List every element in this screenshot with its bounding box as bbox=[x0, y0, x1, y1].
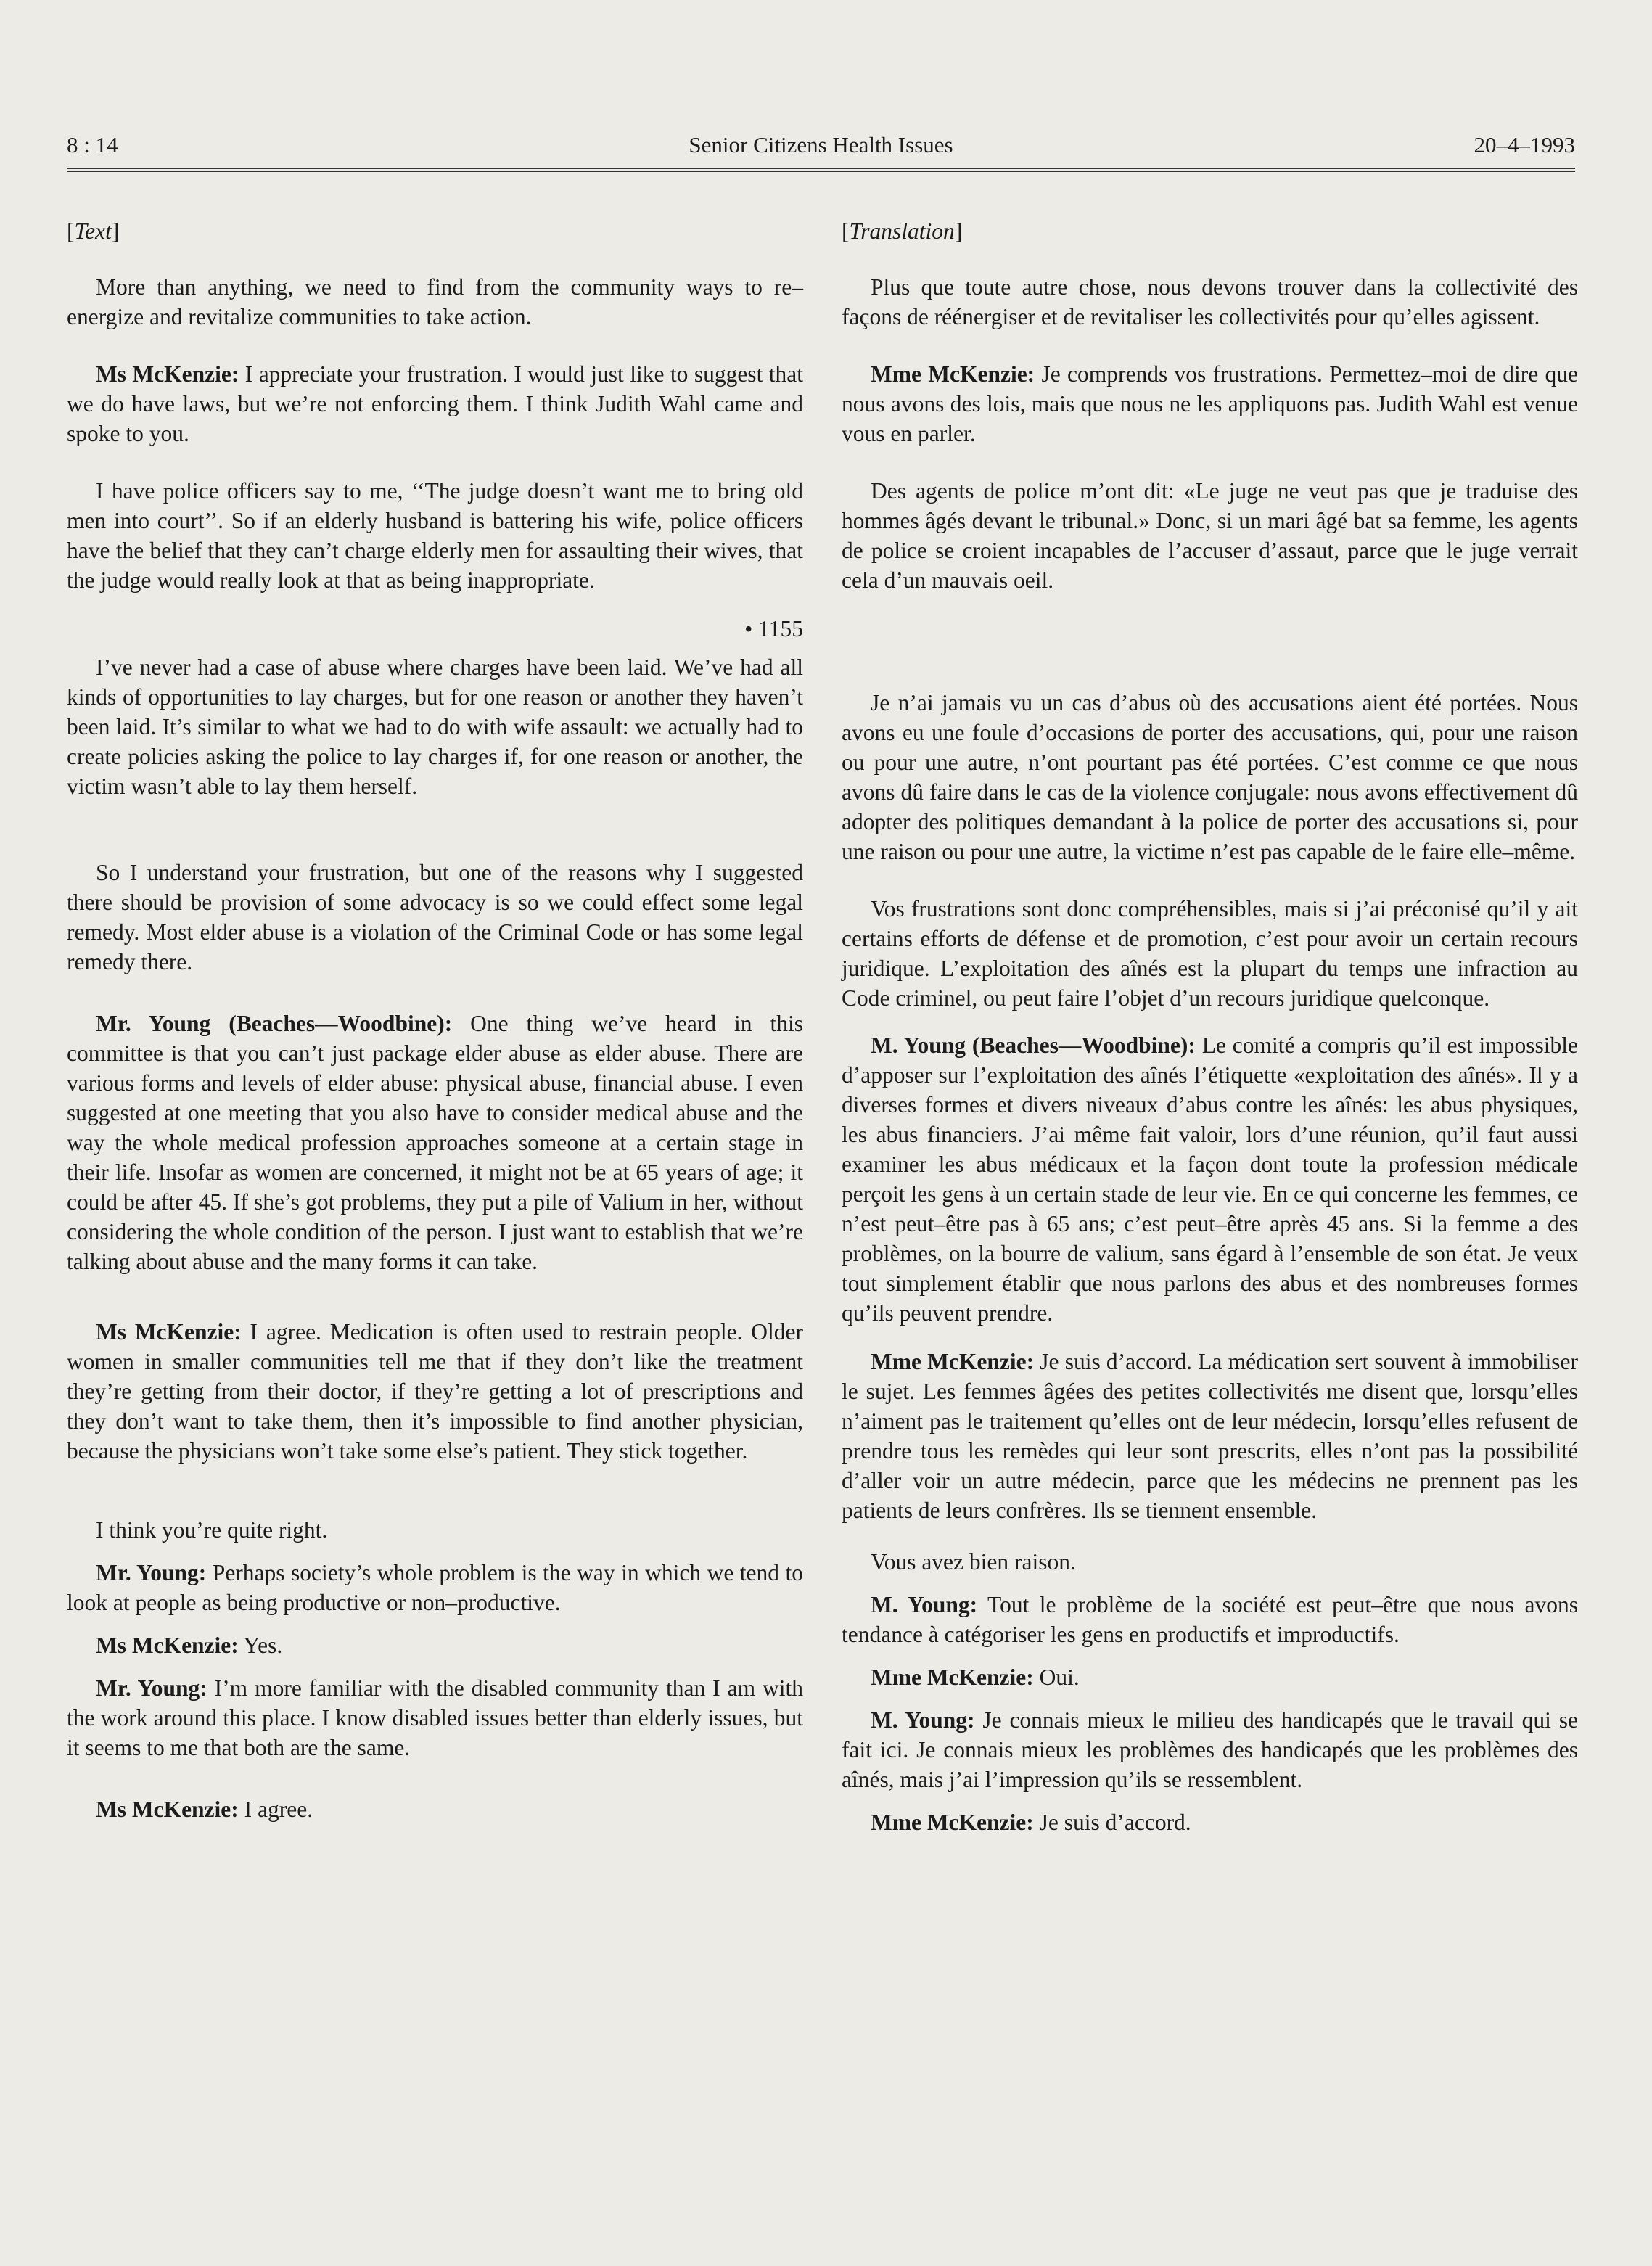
section-label: [Translation] bbox=[842, 218, 963, 244]
paragraph: I think you’re quite right. bbox=[96, 1517, 328, 1543]
paragraph: Ms McKenzie: I appreciate your frustration. I would just like to suggest that we do have laws, but we’re not enforcing them. I think Judith Wahl came and spoke to you. bbox=[67, 361, 803, 446]
paragraph: Vos frustrations sont donc compréhensibles, mais si j’ai préconisé qu’il y ait certains efforts de défense et de promotion, c’est pour avoir un certain recours juridique. L’exploitation des aînés est la plupart du temps une infraction au Code criminel, ou peut faire l’objet d’un recours juridique quelconque. bbox=[842, 896, 1578, 1011]
paragraph: Mr. Young (Beaches—Woodbine): One thing we’ve heard in this committee is that you can’t just package elder abuse as elder abuse. There are various forms and levels of elder abuse: physical abuse, financial abuse. I even suggested at one meeting that you also have to consider medical abuse and the way the whole medical profession approaches someone at a certain stage in their life. Insofar as women are concerned, it might not be at 65 years of age; it could be after 45. If she’s got problems, they put a pile of Valium in her, without considering the whole condition of the person. I just want to establish that we’re talking about abuse and the many forms it can take. bbox=[67, 1011, 803, 1274]
paragraph: Mr. Young: I’m more familiar with the disabled community than I am with the work around this place. I know disabled issues better than elderly issues, but it seems to me that both are the same. bbox=[67, 1675, 804, 1760]
paragraph: Ms McKenzie: Yes. bbox=[96, 1633, 283, 1658]
paragraph: Mme McKenzie: Je suis d’accord. La médication sert souvent à immobiliser le sujet. Les femmes âgées des petites collectivités me disent que, lorsqu’elles n’aiment pas le traitement qu’elles ont de leur médecin, lorsqu’elles refusent de prendre tous les remèdes qui leur sont prescrits, elles n’ont pas la possibilité d’aller voir un autre médecin, parce que les médecins ne prennent pas les patients de leurs confrères. Ils se tiennent ensemble. bbox=[842, 1349, 1578, 1523]
header-rule-bottom bbox=[67, 171, 1575, 172]
page-title: Senior Citizens Health Issues bbox=[689, 132, 953, 157]
paragraph: Ms McKenzie: I agree. bbox=[96, 1797, 313, 1822]
paragraph: Mme McKenzie: Oui. bbox=[871, 1664, 1080, 1690]
speaker-name: Mme McKenzie: bbox=[871, 1664, 1034, 1690]
paragraph: M. Young: Je connais mieux le milieu des handicapés que le travail qui se fait ici. Je connais mieux les problèmes des handicapés que les problèmes des aînés, mais j’ai l’impression qu’ils se ressemblent. bbox=[842, 1707, 1578, 1792]
paragraph: M. Young: Tout le problème de la société est peut–être que nous avons tendance à catégoriser les gens en productifs et improductifs. bbox=[842, 1592, 1578, 1647]
time-marker: • 1155 bbox=[744, 616, 803, 641]
speaker-name: Mme McKenzie: bbox=[871, 1810, 1034, 1835]
paragraph: Mr. Young: Perhaps society’s whole problem is the way in which we tend to look at people as being productive or non–productive. bbox=[67, 1560, 804, 1615]
header-rule-top bbox=[67, 168, 1575, 169]
text-column-french bbox=[842, 216, 1578, 1865]
speaker-name: Ms McKenzie: bbox=[96, 1797, 239, 1822]
paragraph: Mme McKenzie: Je comprends vos frustrations. Permettez–moi de dire que nous avons des lois, mais que nous ne les appliquons pas. Judith Wahl est venue vous en parler. bbox=[842, 361, 1578, 446]
speaker-name: Mr. Young: bbox=[96, 1560, 207, 1585]
paragraph: Ms McKenzie: I agree. Medication is often used to restrain people. Older women in smaller communities tell me that if they don’t like the treatment they’re getting from their doctor, if they’re getting a lot of prescriptions and they don’t want to take them, then it’s impossible to find another physician, because the physicians won’t take some else’s patient. They stick together. bbox=[67, 1319, 803, 1464]
speaker-name: Mme McKenzie: bbox=[871, 1349, 1035, 1374]
speaker-name: M. Young: bbox=[871, 1592, 978, 1617]
paragraph: Mme McKenzie: Je suis d’accord. bbox=[871, 1810, 1191, 1835]
speaker-name: Mr. Young: bbox=[96, 1675, 207, 1701]
paragraph: M. Young (Beaches—Woodbine): Le comité a compris qu’il est impossible d’apposer sur l’exploitation des aînés l’étiquette «exploitation des aînés». Il y a diverses formes et divers niveaux d’abus contre les aînés: les abus physiques, les abus financiers. J’ai même fait valoir, lors d’une réunion, qu’il faut aussi examiner les abus médicaux et la façon dont toute la profession médicale perçoit les gens à un certain stade de leur vie. En ce qui concerne les femmes, ce n’est peut–être pas à 65 ans; c’est peut–être après 45 ans. Si la femme a des problèmes, on la bourre de valium, sans égard à l’ensemble de son état. Je veux tout simplement établir que nous parlons des abus et des nombreuses formes qu’ils peuvent prendre. bbox=[842, 1033, 1578, 1326]
speaker-name: Ms McKenzie: bbox=[96, 361, 239, 387]
section-label: [Text] bbox=[67, 218, 120, 244]
speaker-name: Mr. Young (Beaches—Woodbine): bbox=[96, 1011, 453, 1036]
page-date: 20–4–1993 bbox=[1474, 132, 1575, 157]
paragraph: More than anything, we need to find from the community ways to re–energize and revitalize communities to take action. bbox=[67, 274, 803, 329]
speaker-name: Ms McKenzie: bbox=[96, 1319, 242, 1345]
page-number: 8 : 14 bbox=[67, 132, 118, 157]
speaker-name: M. Young: bbox=[871, 1707, 975, 1733]
paragraph: Plus que toute autre chose, nous devons trouver dans la collectivité des façons de réénergiser et de revitaliser les collectivités pour qu’elles agissent. bbox=[842, 274, 1578, 329]
paragraph: Des agents de police m’ont dit: «Le juge ne veut pas que je traduise des hommes âgés devant le tribunal.» Donc, si un mari âgé bat sa femme, les agents de police se croient incapables de l’accuser d’assaut, parce que le juge verrait cela d’un mauvais oeil. bbox=[842, 478, 1578, 593]
speaker-name: Mme McKenzie: bbox=[871, 361, 1035, 387]
paragraph: I have police officers say to me, ‘‘The judge doesn’t want me to bring old men into court’’. So if an elderly husband is battering his wife, police officers have the belief that they can’t charge elderly men for assaulting their wives, that the judge would really look at that as being inappropriate. bbox=[67, 478, 803, 593]
speaker-name: M. Young (Beaches—Woodbine): bbox=[871, 1033, 1196, 1058]
paragraph: Je n’ai jamais vu un cas d’abus où des accusations aient été portées. Nous avons eu une foule d’occasions de porter des accusations, qui, pour une raison ou pour une autre, n’ont pourtant pas été portées. C’est comme ce que nous avons dû faire dans le cas de la violence conjugale: nous avons effectivement dû adopter des politiques demandant à la police de porter des accusations si, pour une raison ou pour une autre, la victime n’est pas capable de le faire elle–même. bbox=[842, 690, 1578, 864]
text-column-english bbox=[67, 216, 803, 1852]
speaker-name: Ms McKenzie: bbox=[96, 1633, 239, 1658]
paragraph: So I understand your frustration, but one of the reasons why I suggested there should be provision of some advocacy is so we could effect some legal remedy. Most elder abuse is a violation of the Criminal Code or has some legal remedy there. bbox=[67, 860, 803, 974]
running-header bbox=[67, 132, 1575, 168]
paragraph: Vous avez bien raison. bbox=[871, 1549, 1076, 1575]
paragraph: I’ve never had a case of abuse where charges have been laid. We’ve had all kinds of opportunities to lay charges, but for one reason or another they haven’t been laid. It’s similar to what we had to do with wife assault: we actually had to create policies asking the police to lay charges if, for one reason or another, the victim wasn’t able to lay them herself. bbox=[67, 654, 803, 799]
